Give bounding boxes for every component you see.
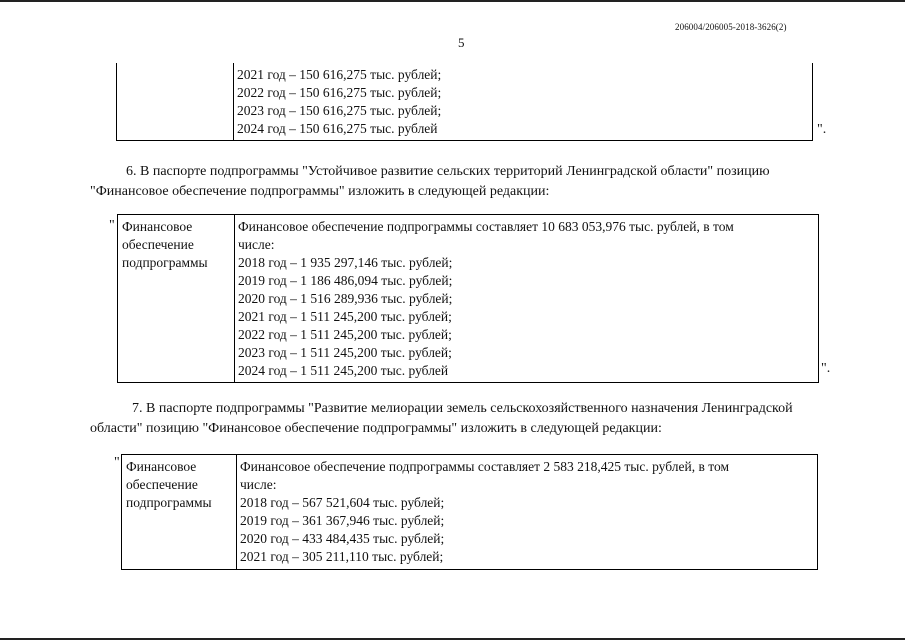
financing-line: 2022 год – 1 511 245,200 тыс. рублей; [238, 327, 452, 342]
opening-quote: " [114, 455, 120, 470]
financing-line: 2021 год – 1 511 245,200 тыс. рублей; [238, 309, 452, 324]
opening-quote: " [109, 218, 115, 233]
financing-line: 2020 год – 1 516 289,936 тыс. рублей; [238, 291, 453, 306]
financing-line: 2023 год – 1 511 245,200 тыс. рублей; [238, 345, 452, 360]
financing-line: 2021 год – 150 616,275 тыс. рублей; [237, 67, 442, 82]
paragraph-line: 7. В паспорте подпрограммы "Развитие мелиорации земель сельскохозяйственного назначения Ленинградской [132, 401, 793, 416]
paragraph-7 [90, 399, 850, 439]
page-number: 5 [458, 35, 465, 50]
position-name-cell [118, 215, 235, 382]
financing-line: 2022 год – 150 616,275 тыс. рублей; [237, 85, 442, 100]
financing-table-melioration [121, 454, 818, 570]
financing-details-cell [235, 215, 818, 382]
table-left-cell [117, 63, 234, 140]
document-code: 206004/206005-2018-3626(2) [675, 22, 787, 32]
financing-line: числе: [238, 237, 275, 252]
financing-details-cell [237, 455, 817, 569]
position-name-line: Финансовое [122, 219, 193, 234]
financing-line: Финансовое обеспечение подпрограммы составляет 2 583 218,425 тыс. рублей, в том [240, 459, 729, 474]
table-right-cell [234, 63, 812, 140]
position-name-line: подпрограммы [126, 495, 212, 510]
financing-line: 2024 год – 1 511 245,200 тыс. рублей [238, 363, 449, 378]
financing-line: 2023 год – 150 616,275 тыс. рублей; [237, 103, 442, 118]
financing-table-continued [116, 63, 813, 141]
position-name-cell [122, 455, 237, 569]
financing-table-rural [117, 214, 819, 383]
position-name-line: обеспечение [122, 237, 194, 252]
financing-line: 2021 год – 305 211,110 тыс. рублей; [240, 549, 444, 564]
position-name-line: обеспечение [126, 477, 198, 492]
paragraph-line: области" позицию "Финансовое обеспечение подпрограммы" изложить в следующей редакции: [90, 421, 662, 436]
closing-quote: ". [821, 361, 831, 376]
financing-line: 2024 год – 150 616,275 тыс. рублей [237, 121, 438, 136]
scan-top-edge [0, 0, 905, 2]
position-name-line: Финансовое [126, 459, 197, 474]
paragraph-6 [90, 162, 850, 202]
financing-line: 2019 год – 361 367,946 тыс. рублей; [240, 513, 445, 528]
closing-quote: ". [817, 122, 827, 137]
position-name-line: подпрограммы [122, 255, 208, 270]
paragraph-line: 6. В паспорте подпрограммы "Устойчивое развитие сельских территорий Ленинградской области" позицию [126, 164, 770, 179]
financing-line: Финансовое обеспечение подпрограммы составляет 10 683 053,976 тыс. рублей, в том [238, 219, 734, 234]
financing-line: 2018 год – 1 935 297,146 тыс. рублей; [238, 255, 453, 270]
financing-line: 2020 год – 433 484,435 тыс. рублей; [240, 531, 445, 546]
financing-line: числе: [240, 477, 277, 492]
financing-line: 2018 год – 567 521,604 тыс. рублей; [240, 495, 445, 510]
financing-line: 2019 год – 1 186 486,094 тыс. рублей; [238, 273, 453, 288]
paragraph-line: "Финансовое обеспечение подпрограммы" изложить в следующей редакции: [90, 184, 550, 199]
